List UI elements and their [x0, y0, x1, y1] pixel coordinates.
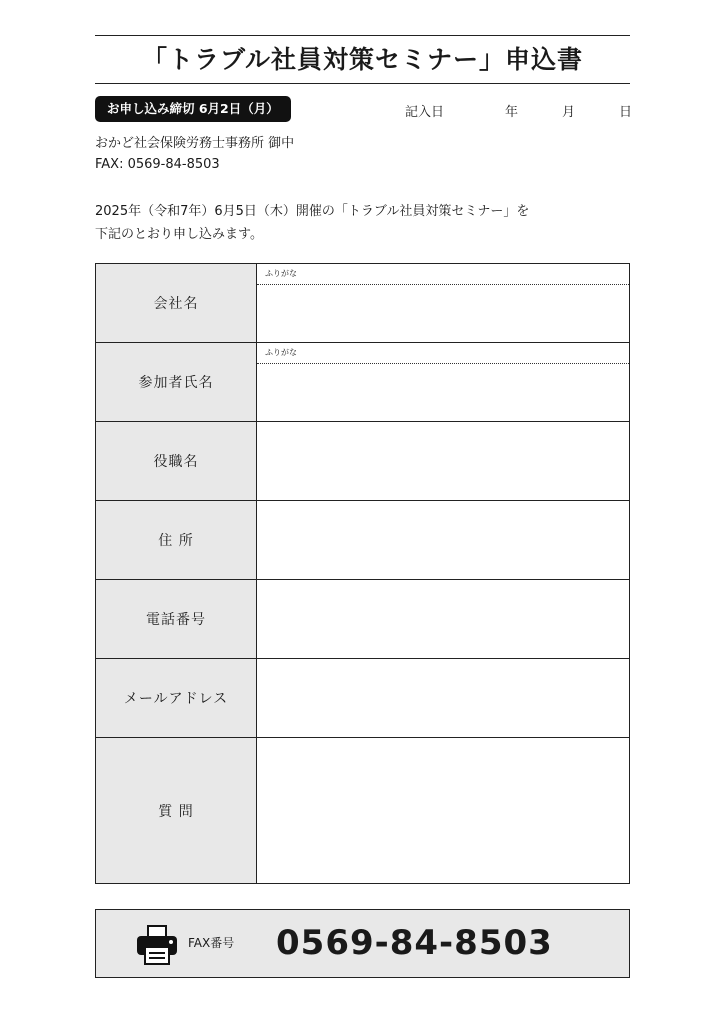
recipient-fax: FAX: 0569-84-8503	[95, 157, 220, 172]
phone-field[interactable]	[257, 580, 630, 659]
recipient-office: おかど社会保険労務士事務所 御中	[95, 136, 295, 151]
intro-line-2: 下記のとおり申し込みます。	[95, 227, 263, 242]
entry-day-label: 日	[619, 105, 633, 120]
fax-number: 0569-84-8503	[276, 923, 553, 963]
fax-machine-icon	[136, 923, 178, 965]
form-row-position	[96, 422, 630, 501]
page-title: 「トラブル社員対策セミナー」申込書	[141, 45, 583, 74]
company-name-label: 会社名	[96, 264, 257, 343]
title-top-rule	[95, 35, 630, 36]
form-row-participant	[96, 343, 630, 422]
email-field[interactable]	[257, 659, 630, 738]
form-row-email	[96, 659, 630, 738]
form-row-question	[96, 738, 630, 884]
form-row-address	[96, 501, 630, 580]
title-bottom-rule	[95, 83, 630, 84]
email-label: メールアドレス	[96, 659, 257, 738]
form-row-company	[96, 264, 630, 343]
address-field[interactable]	[257, 501, 630, 580]
question-label: 質 問	[96, 738, 257, 884]
entry-year-label: 年	[505, 105, 519, 120]
question-field[interactable]	[257, 738, 630, 884]
participant-name-field[interactable]	[257, 343, 630, 422]
fax-label: FAX番号	[188, 936, 235, 950]
entry-date-label: 記入日	[405, 105, 445, 120]
form-row-phone	[96, 580, 630, 659]
entry-month-label: 月	[562, 105, 576, 120]
intro-line-1: 2025年（令和7年）6月5日（木）開催の「トラブル社員対策セミナー」を	[95, 204, 530, 219]
fax-number-box	[95, 909, 630, 978]
position-field[interactable]	[257, 422, 630, 501]
company-name-field[interactable]	[257, 264, 630, 343]
position-label: 役職名	[96, 422, 257, 501]
participant-furigana-label: ふりがな	[257, 343, 629, 364]
phone-label: 電話番号	[96, 580, 257, 659]
application-form-table	[95, 263, 630, 884]
address-label: 住 所	[96, 501, 257, 580]
deadline-badge: お申し込み締切 6月2日（月）	[95, 96, 291, 122]
participant-name-label: 参加者氏名	[96, 343, 257, 422]
company-furigana-label: ふりがな	[257, 264, 629, 285]
